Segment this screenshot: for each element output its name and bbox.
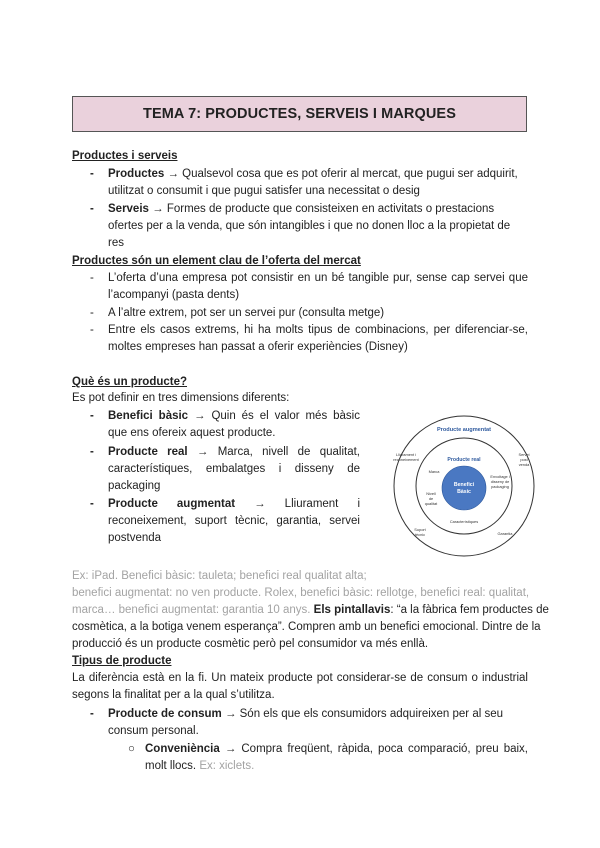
definition-productes: → Qualsevol cosa que es pot oferir al mercat, que pugui ser adquirit, utilitzat o consumit i que pugui satisfer una necessitat o desig <box>108 168 518 197</box>
list-item-producte-consum <box>108 706 528 740</box>
section-heading-que-es-producte: Què és un producte? <box>72 376 188 388</box>
label-servei-postvenda: venda <box>518 462 530 467</box>
definition-benefici-basic: → Quin és el valor més bàsic que ens ofereix aquest producte. <box>108 410 360 439</box>
bullet-marker: - <box>90 410 94 422</box>
term-pintallavis: Els pintallavis <box>313 604 391 616</box>
list-item-combinacions: Entre els casos extrems, hi ha molts tipus de combinacions, per diferenciar-se, moltes empreses han passat a oferir experiències (Disney) <box>108 324 528 353</box>
example-pintallavis-quote: : “a la fàbrica fem productes de <box>390 604 549 616</box>
label-lliurament: Lliurament i <box>395 452 417 457</box>
definition-producte-augmentat: → Lliurament i reconeixement, suport tècnic, garantia, servei postvenda <box>108 498 360 544</box>
list-item-producte-augmentat <box>108 496 360 547</box>
section-heading-element-clau: Productes són un element clau de l’oferta del mercat <box>72 255 361 267</box>
core-label-line1: Benefici <box>453 482 475 488</box>
bullet-marker: - <box>90 307 94 319</box>
bullet-marker: - <box>90 203 94 215</box>
example-line: producció és un producte cosmètic però pel consumidor va més enllà. <box>72 638 429 650</box>
list-item-servei-pur: A l’altre extrem, pot ser un servei pur (consulta metge) <box>108 307 385 319</box>
intro-text: Es pot definir en tres dimensions diferents: <box>72 392 290 404</box>
example-line: cosmètica, a la botiga venem esperança”. Compren amb un benefici emocional. Dintre de la <box>72 621 541 633</box>
core-circle-benefici <box>442 466 486 510</box>
label-lliurament: reconeixement <box>393 457 419 462</box>
bullet-marker: - <box>90 708 94 720</box>
definition-serveis: → Formes de producte que consisteixen en activitats o prestacions ofertes per a la venda, que són intangibles i que no donen lloc a la propietat de res <box>108 203 511 249</box>
label-caracteristiques: Característiques <box>449 519 479 524</box>
bullet-marker: - <box>90 324 94 336</box>
section-heading-tipus-producte: Tipus de producte <box>72 655 172 667</box>
bullet-marker: - <box>90 168 94 180</box>
example-line <box>72 602 549 619</box>
title-text: TEMA 7: PRODUCTES, SERVEIS I MARQUES <box>143 106 456 122</box>
bullet-marker: - <box>90 446 94 458</box>
example-line: benefici augmentat: no ven producte. Rolex, benefici bàsic: rellotge, benefici real: qualitat, <box>72 587 530 599</box>
bullet-marker: - <box>90 498 94 510</box>
label-servei-postvenda: Servei <box>518 452 530 457</box>
term-serveis: Serveis <box>108 203 149 215</box>
sub-bullet-marker: ○ <box>128 743 135 755</box>
definition-producte-consum: → Són els que els consumidors adquireixen per al seu consum personal. <box>108 708 504 737</box>
label-garantia: Garantia <box>497 531 513 536</box>
outer-ring-label: Producte augmentat <box>436 427 492 433</box>
example-rolex-garantia: marca… benefici augmentat: garantia 10 anys. <box>72 604 311 616</box>
paragraph-diferencia: La diferència està en la fi. Un mateix producte pot considerar-se de consum o industrial segons la finalitat per a la qual s’utilitza. <box>72 672 528 701</box>
middle-ring-label: Producte real <box>447 457 481 463</box>
list-item-conveniencia <box>145 741 528 775</box>
label-embalatge: packaging <box>491 484 509 489</box>
term-benefici-basic: Benefici bàsic <box>108 410 189 422</box>
label-nivell-qualitat: de <box>428 496 434 501</box>
term-producte-real: Producte real <box>108 446 188 458</box>
example-line: Ex: iPad. Benefici bàsic: tauleta; benefici real qualitat alta; <box>72 570 367 582</box>
list-item-serveis <box>108 201 528 252</box>
label-nivell-qualitat: Nivell <box>426 491 436 496</box>
label-marca: Marca <box>428 469 440 474</box>
label-suport-tecnic: tècnic <box>414 532 426 537</box>
term-conveniencia: Conveniència <box>145 743 220 755</box>
list-item-be-tangible: L’oferta d’una empresa pot consistir en un bé tangible pur, sense cap servei que l’acompanyi (pasta dents) <box>108 272 528 301</box>
label-embalatge: disseny de <box>490 479 510 484</box>
label-embalatge: Envoltage i <box>490 474 510 479</box>
core-label-line2: Bàsic <box>457 489 471 495</box>
list-item-benefici-basic <box>108 408 360 442</box>
example-xiclets: Ex: xiclets. <box>196 760 255 772</box>
list-item-producte-real <box>108 444 360 495</box>
label-suport-tecnic: Suport <box>414 527 426 532</box>
definition-conveniencia: → Compra freqüent, ràpida, poca comparació, preu baix, molt llocs. <box>145 743 528 772</box>
bullet-marker: - <box>90 272 94 284</box>
list-item-productes <box>108 166 528 200</box>
term-producte-augmentat: Producte augmentat <box>108 498 236 510</box>
term-producte-consum: Producte de consum <box>108 708 222 720</box>
definition-producte-real: → Marca, nivell de qualitat, característiques, embalatges i disseny de packaging <box>108 446 361 492</box>
section-heading-productes-serveis: Productes i serveis <box>72 150 178 162</box>
label-servei-postvenda: post <box>520 457 528 462</box>
term-productes: Productes <box>108 168 165 180</box>
page-title <box>72 96 527 132</box>
product-levels-diagram <box>384 412 544 560</box>
label-nivell-qualitat: qualitat <box>424 501 438 506</box>
